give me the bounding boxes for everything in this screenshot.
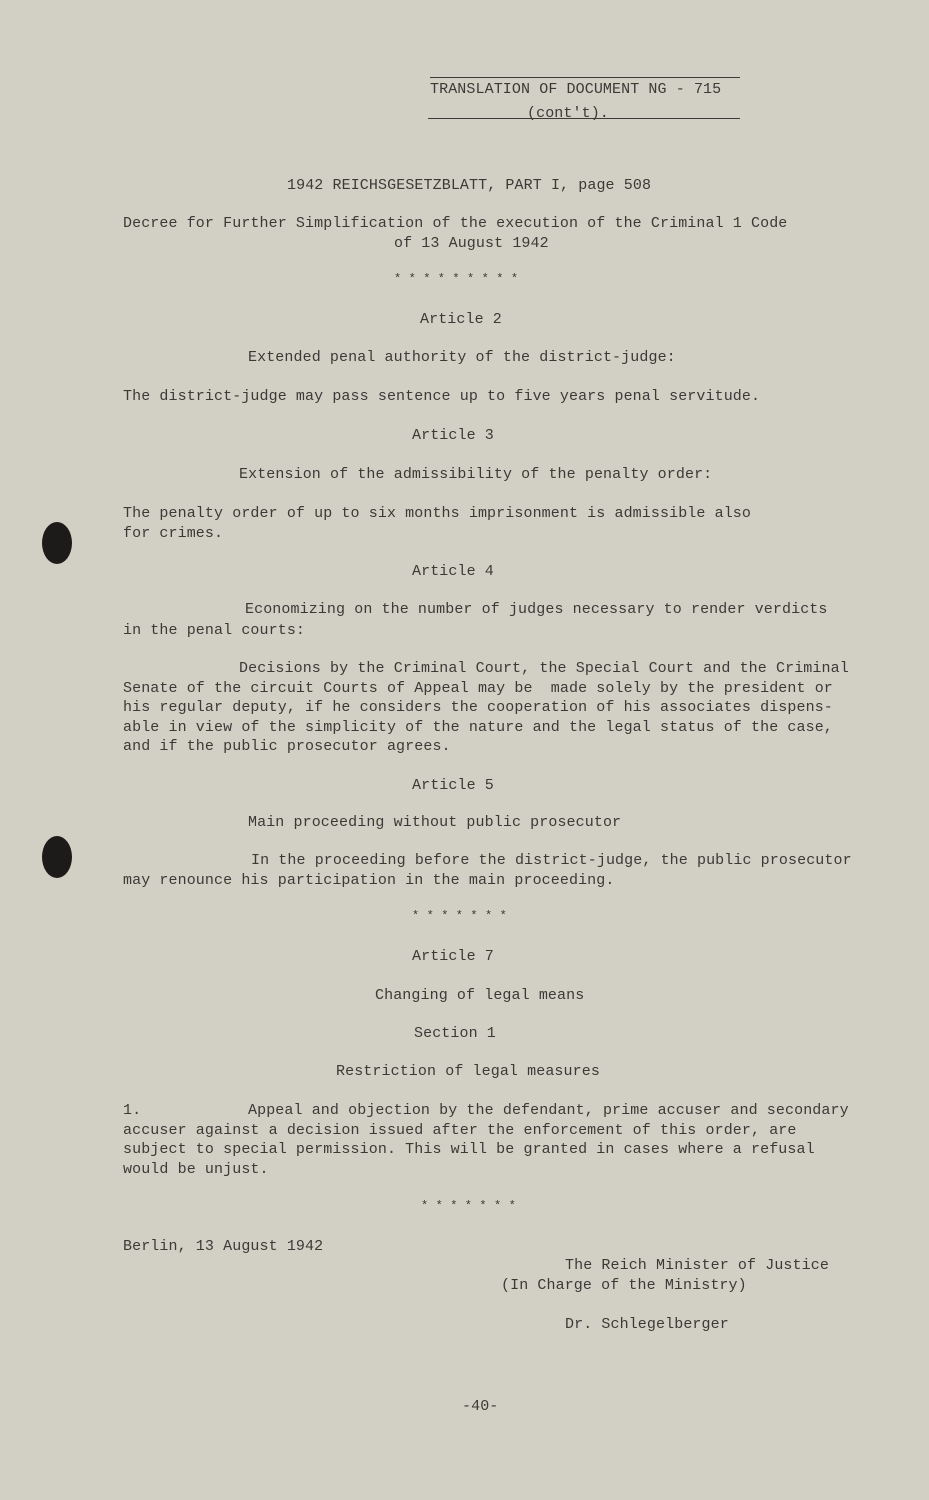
place-date: Berlin, 13 August 1942 xyxy=(123,1238,324,1255)
article-4-body-line1: Decisions by the Criminal Court, the Special Court and the Criminal xyxy=(239,660,849,677)
article-7-body-line3: subject to special permission. This will be granted in cases where a refusal xyxy=(123,1141,815,1158)
source-citation: 1942 REICHSGESETZBLATT, PART I, page 508 xyxy=(287,177,652,194)
page-number: -40- xyxy=(462,1398,499,1415)
article-4-body-line5: and if the public prosecutor agrees. xyxy=(123,738,451,755)
article-3-body-line2: for crimes. xyxy=(123,525,224,542)
article-3-title: Article 3 xyxy=(412,427,494,444)
article-7-item-number: 1. xyxy=(123,1102,142,1119)
article-2-body: The district-judge may pass sentence up to five years penal servitude. xyxy=(123,388,761,405)
article-7-subheading: Restriction of legal measures xyxy=(336,1063,600,1080)
article-4-body-line3: his regular deputy, if he considers the cooperation of his associates dispens- xyxy=(123,699,833,716)
article-7-title: Article 7 xyxy=(412,948,494,965)
header-cont: (cont't). xyxy=(527,105,609,122)
article-7-section: Section 1 xyxy=(414,1025,496,1042)
article-7-body-line1: Appeal and objection by the defendant, prime accuser and secondary xyxy=(248,1102,849,1119)
punch-hole xyxy=(42,522,72,564)
article-4-title: Article 4 xyxy=(412,563,494,580)
signature-title: The Reich Minister of Justice xyxy=(565,1257,829,1274)
punch-hole xyxy=(42,836,72,878)
article-3-body-line1: The penalty order of up to six months imprisonment is admissible also xyxy=(123,505,752,522)
article-7-heading: Changing of legal means xyxy=(375,987,585,1004)
signature-name: Dr. Schlegelberger xyxy=(565,1316,729,1333)
separator-asterisks: * * * * * * * xyxy=(421,1199,516,1213)
header-rule-top xyxy=(430,77,740,78)
article-3-heading: Extension of the admissibility of the penalty order: xyxy=(239,466,713,483)
article-4-heading-line2: in the penal courts: xyxy=(123,622,306,639)
article-5-title: Article 5 xyxy=(412,777,494,794)
article-7-body-line2: accuser against a decision issued after the enforcement of this order, are xyxy=(123,1122,797,1139)
header-title: TRANSLATION OF DOCUMENT NG - 715 xyxy=(430,81,722,98)
article-4-body-line2: Senate of the circuit Courts of Appeal may be made solely by the president or xyxy=(123,680,833,697)
article-5-body-line2: may renounce his participation in the main proceeding. xyxy=(123,872,615,889)
article-7-body-line4: would be unjust. xyxy=(123,1161,269,1178)
article-4-heading-line1: Economizing on the number of judges necessary to render verdicts xyxy=(245,601,828,618)
decree-title-line2: of 13 August 1942 xyxy=(394,235,549,252)
article-4-body-line4: able in view of the simplicity of the nature and the legal status of the case, xyxy=(123,719,833,736)
article-2-title: Article 2 xyxy=(420,311,502,328)
decree-title-line1: Decree for Further Simplification of the execution of the Criminal 1 Code xyxy=(123,215,788,232)
separator-asterisks: * * * * * * * xyxy=(412,909,507,923)
separator-asterisks: * * * * * * * * * xyxy=(394,272,519,286)
signature-subtitle: (In Charge of the Ministry) xyxy=(501,1277,747,1294)
article-2-heading: Extended penal authority of the district-judge: xyxy=(248,349,676,366)
article-5-body-line1: In the proceeding before the district-judge, the public prosecutor xyxy=(251,852,852,869)
article-5-heading: Main proceeding without public prosecutor xyxy=(248,814,622,831)
